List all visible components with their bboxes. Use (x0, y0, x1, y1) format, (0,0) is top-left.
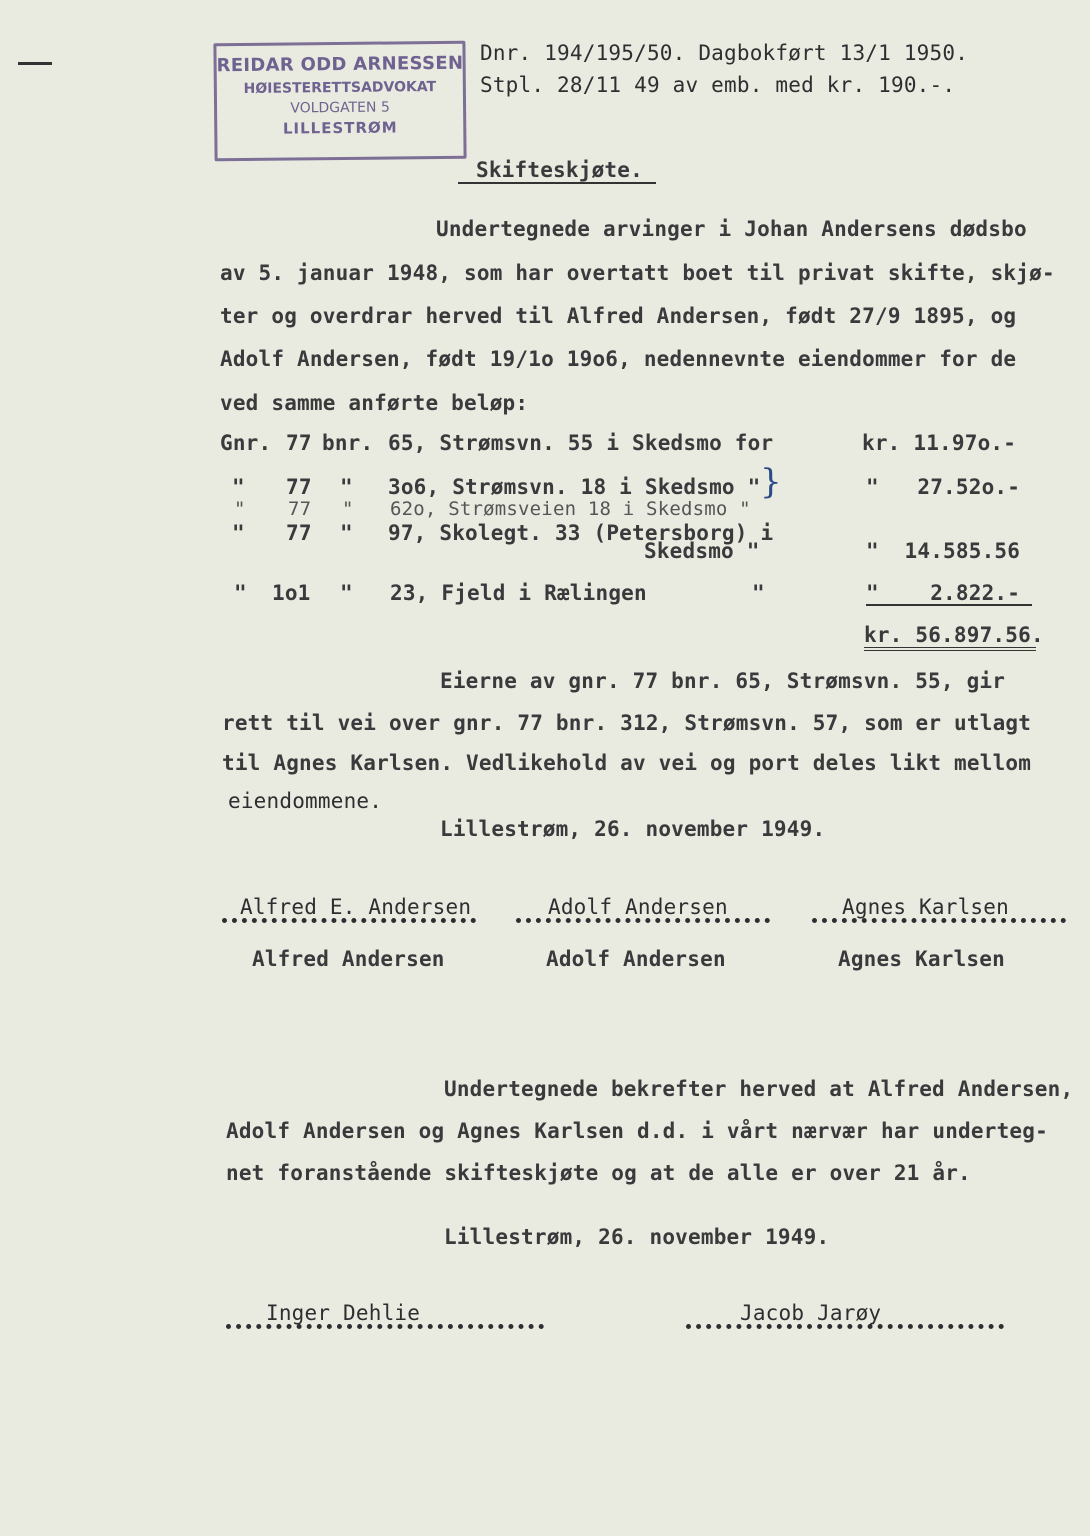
stamp-street: VOLDGATEN 5 (290, 99, 390, 117)
property-col1: Gnr. (220, 431, 272, 455)
property-ditto: " (752, 581, 765, 605)
property-desc: 97, Skolegt. 33 (Petersborg) i (388, 521, 774, 545)
property-col2: 77 (286, 475, 312, 499)
property-amount: kr. 11.97o.- (862, 431, 1017, 455)
witness-signature-line (686, 1318, 1004, 1329)
property-col1: " (232, 521, 245, 545)
property-amount: " 27.52o.- (866, 475, 1021, 499)
place-date-2: Lillestrøm, 26. november 1949. (444, 1225, 830, 1249)
signature-agnes: Agnes Karlsen (842, 895, 1009, 919)
signature-adolf: Adolf Andersen (548, 895, 728, 919)
property-col2: 77 (286, 521, 312, 545)
property-col3: " (340, 521, 353, 545)
intro-line-3: ter og overdrar herved til Alfred Andersen, født 27/9 1895, og (220, 304, 1017, 328)
property-col3: " (340, 475, 353, 499)
property-col1: " (234, 498, 246, 520)
signature-line (516, 912, 770, 923)
stamp-city: LILLESTRØM (282, 118, 398, 138)
stamp-title: HØIESTERETTSADVOKAT (243, 78, 437, 98)
property-col2: 1o1 (272, 581, 311, 605)
total-double-underline (864, 647, 1036, 651)
property-col2: 77 (288, 498, 312, 520)
easement-line-3: til Agnes Karlsen. Vedlikehold av vei og port deles likt mellom (222, 751, 1032, 775)
property-col3: " (342, 498, 354, 520)
property-col1: " (234, 581, 247, 605)
witness-line-2: Adolf Andersen og Agnes Karlsen d.d. i vårt nærvær har underteg- (226, 1119, 1048, 1143)
lawyer-stamp (213, 41, 466, 162)
title-underline (458, 182, 656, 184)
witness-signature-line (226, 1318, 544, 1329)
typed-name-alfred: Alfred Andersen (252, 947, 445, 971)
typed-name-adolf: Adolf Andersen (546, 947, 726, 971)
witness-line-3: net foranstående skifteskjøte og at de alle er over 21 år. (226, 1161, 971, 1185)
property-amount: " 14.585.56 (866, 539, 1021, 563)
place-date-1: Lillestrøm, 26. november 1949. (440, 817, 826, 841)
easement-line-2: rett til vei over gnr. 77 bnr. 312, Strømsvn. 57, som er utlagt (222, 711, 1032, 735)
document-title: Skifteskjøte. (476, 158, 643, 182)
property-col3: bnr. (322, 431, 374, 455)
margin-mark (18, 62, 52, 65)
easement-line-4: eiendommene. (228, 789, 383, 813)
property-desc: Skedsmo " (644, 539, 760, 563)
intro-line-2: av 5. januar 1948, som har overtatt boet til privat skifte, skjø- (220, 261, 1055, 285)
total-amount: kr. 56.897.56. (864, 623, 1044, 647)
witness-line-1: Undertegnede bekrefter herved at Alfred Andersen, (444, 1077, 1074, 1101)
witness-signature-inger: Inger Dehlie (266, 1301, 421, 1325)
reference-line-1: Dnr. 194/195/50. Dagbokført 13/1 1950. (480, 41, 969, 65)
property-col1: " (232, 475, 245, 499)
reference-line-2: Stpl. 28/11 49 av emb. med kr. 190.-. (480, 73, 956, 97)
property-desc: 65, Strømsvn. 55 i Skedsmo for (388, 431, 774, 455)
stamp-name: REIDAR ODD ARNESSEN (216, 52, 464, 77)
signature-alfred: Alfred E. Andersen (240, 895, 472, 919)
signature-line (222, 912, 476, 923)
intro-line-4: Adolf Andersen, født 19/1o 19o6, nedennevnte eiendommer for de (220, 347, 1017, 371)
typed-name-agnes: Agnes Karlsen (838, 947, 1005, 971)
intro-line-5: ved samme anførte beløp: (220, 391, 529, 415)
property-desc: 3o6, Strømsvn. 18 i Skedsmo " (388, 475, 761, 499)
signature-line (812, 912, 1066, 923)
easement-line-1: Eierne av gnr. 77 bnr. 65, Strømsvn. 55, gir (440, 669, 1006, 693)
handwritten-brace: } (760, 462, 782, 502)
witness-signature-jacob: Jacob Jarøy (740, 1301, 882, 1325)
property-col3: " (340, 581, 353, 605)
intro-line-1: Undertegnede arvinger i Johan Andersens dødsbo (436, 217, 1027, 241)
property-amount: " 2.822.- (866, 581, 1021, 605)
property-desc: 62o, Strømsveien 18 i Skedsmo " (390, 498, 751, 520)
property-desc: 23, Fjeld i Rælingen (390, 581, 647, 605)
sum-underline (866, 604, 1032, 606)
property-col2: 77 (286, 431, 312, 455)
